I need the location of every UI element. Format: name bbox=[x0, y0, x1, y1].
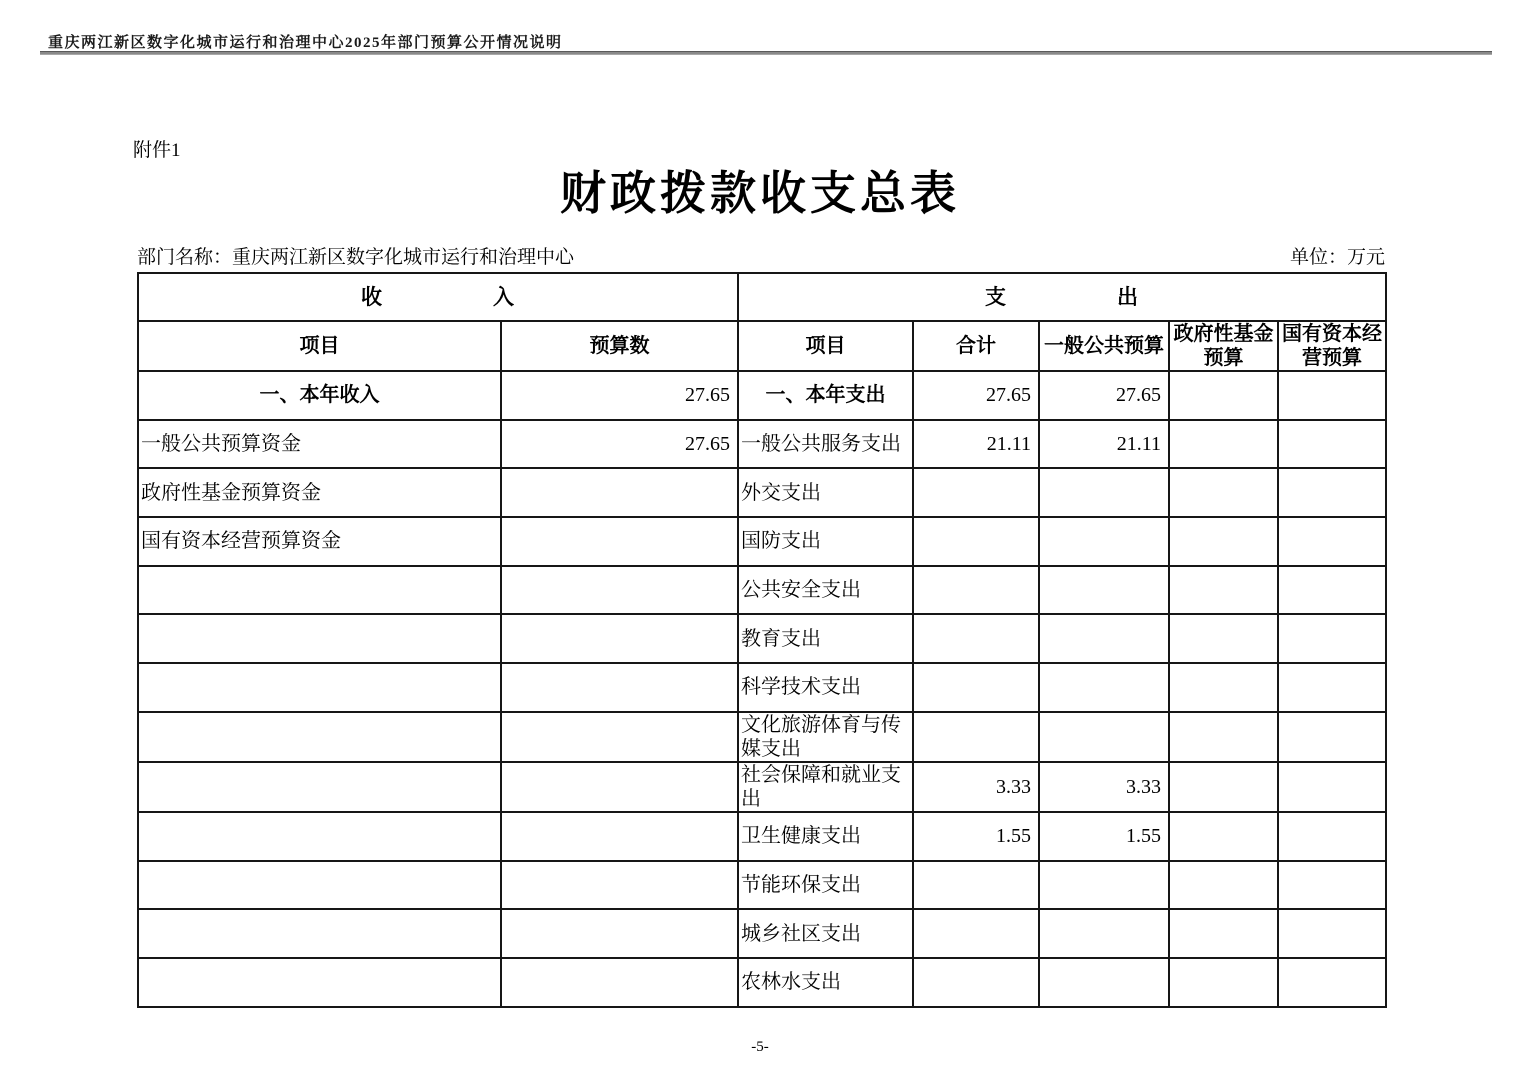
table-row bbox=[138, 614, 1386, 663]
general-budget-cell bbox=[1039, 861, 1169, 910]
col-income-item: 项目 bbox=[138, 321, 501, 371]
col-general-budget: 一般公共预算 bbox=[1039, 321, 1169, 371]
income-item-cell bbox=[138, 614, 501, 663]
income-budget-cell bbox=[501, 958, 738, 1007]
state-budget-cell bbox=[1278, 909, 1386, 958]
general-budget-cell bbox=[1039, 517, 1169, 566]
income-budget-cell bbox=[501, 712, 738, 762]
income-item-cell bbox=[138, 712, 501, 762]
state-budget-cell bbox=[1278, 958, 1386, 1007]
state-budget-cell bbox=[1278, 517, 1386, 566]
table-row bbox=[138, 663, 1386, 712]
income-item-cell bbox=[138, 958, 501, 1007]
income-budget-cell: 27.65 bbox=[501, 420, 738, 469]
state-budget-cell bbox=[1278, 861, 1386, 910]
income-item-cell: 一般公共预算资金 bbox=[138, 420, 501, 469]
total-cell bbox=[913, 958, 1039, 1007]
state-budget-cell bbox=[1278, 762, 1386, 812]
fund-budget-cell bbox=[1169, 712, 1278, 762]
state-budget-cell bbox=[1278, 566, 1386, 615]
income-budget-cell bbox=[501, 566, 738, 615]
total-cell: 1.55 bbox=[913, 812, 1039, 861]
total-cell bbox=[913, 614, 1039, 663]
total-cell: 3.33 bbox=[913, 762, 1039, 812]
expense-item-cell: 社会保障和就业支出 bbox=[738, 762, 913, 812]
expense-item-cell: 公共安全支出 bbox=[738, 566, 913, 615]
general-budget-cell: 3.33 bbox=[1039, 762, 1169, 812]
document-header-text: 重庆两江新区数字化城市运行和治理中心2025年部门预算公开情况说明 bbox=[48, 35, 563, 51]
income-item-cell bbox=[138, 663, 501, 712]
page-number: -5- bbox=[751, 1039, 769, 1055]
income-budget-cell bbox=[501, 861, 738, 910]
fund-budget-cell bbox=[1169, 468, 1278, 517]
expense-item-cell: 节能环保支出 bbox=[738, 861, 913, 910]
section-header-row bbox=[138, 273, 1386, 321]
income-budget-cell bbox=[501, 812, 738, 861]
state-budget-cell bbox=[1278, 663, 1386, 712]
col-state-budget: 国有资本经营预算 bbox=[1278, 321, 1386, 371]
fund-budget-cell bbox=[1169, 566, 1278, 615]
expense-item-cell: 外交支出 bbox=[738, 468, 913, 517]
income-item-cell bbox=[138, 566, 501, 615]
state-budget-cell bbox=[1278, 371, 1386, 420]
income-budget-cell bbox=[501, 517, 738, 566]
expense-item-cell: 一般公共服务支出 bbox=[738, 420, 913, 469]
income-item-cell: 政府性基金预算资金 bbox=[138, 468, 501, 517]
general-budget-cell: 27.65 bbox=[1039, 371, 1169, 420]
expense-item-cell: 科学技术支出 bbox=[738, 663, 913, 712]
fund-budget-cell bbox=[1169, 909, 1278, 958]
table-row bbox=[138, 468, 1386, 517]
income-item-cell bbox=[138, 861, 501, 910]
table-row bbox=[138, 909, 1386, 958]
general-budget-cell bbox=[1039, 663, 1169, 712]
col-total: 合计 bbox=[913, 321, 1039, 371]
table-meta-row bbox=[137, 242, 1385, 269]
expense-item-cell: 文化旅游体育与传媒支出 bbox=[738, 712, 913, 762]
column-header-row bbox=[138, 321, 1386, 371]
page-title: 财政拨款收支总表 bbox=[560, 168, 960, 219]
income-item-cell bbox=[138, 812, 501, 861]
table-row bbox=[138, 566, 1386, 615]
state-budget-cell bbox=[1278, 614, 1386, 663]
general-budget-cell bbox=[1039, 712, 1169, 762]
total-cell bbox=[913, 712, 1039, 762]
col-expense-item: 项目 bbox=[738, 321, 913, 371]
general-budget-cell bbox=[1039, 909, 1169, 958]
state-budget-cell bbox=[1278, 812, 1386, 861]
expense-section-header: 支 出 bbox=[738, 273, 1386, 321]
total-cell bbox=[913, 663, 1039, 712]
total-cell bbox=[913, 861, 1039, 910]
table-row bbox=[138, 712, 1386, 762]
state-budget-cell bbox=[1278, 712, 1386, 762]
income-item-cell bbox=[138, 909, 501, 958]
fund-budget-cell bbox=[1169, 861, 1278, 910]
state-budget-cell bbox=[1278, 468, 1386, 517]
general-budget-cell bbox=[1039, 468, 1169, 517]
total-cell bbox=[913, 909, 1039, 958]
expense-item-cell: 教育支出 bbox=[738, 614, 913, 663]
fund-budget-cell bbox=[1169, 762, 1278, 812]
fund-budget-cell bbox=[1169, 812, 1278, 861]
expense-item-cell: 卫生健康支出 bbox=[738, 812, 913, 861]
expense-item-cell: 一、本年支出 bbox=[738, 371, 913, 420]
total-cell: 21.11 bbox=[913, 420, 1039, 469]
table-row bbox=[138, 420, 1386, 469]
income-budget-cell bbox=[501, 663, 738, 712]
table-row bbox=[138, 812, 1386, 861]
unit-label: 单位：万元 bbox=[1289, 247, 1385, 268]
fund-budget-cell bbox=[1169, 420, 1278, 469]
table-row bbox=[138, 371, 1386, 420]
fund-budget-cell bbox=[1169, 371, 1278, 420]
total-cell: 27.65 bbox=[913, 371, 1039, 420]
general-budget-cell: 1.55 bbox=[1039, 812, 1169, 861]
general-budget-cell bbox=[1039, 566, 1169, 615]
department-name: 部门名称：重庆两江新区数字化城市运行和治理中心 bbox=[137, 247, 575, 268]
general-budget-cell: 21.11 bbox=[1039, 420, 1169, 469]
table-row bbox=[138, 861, 1386, 910]
general-budget-cell bbox=[1039, 958, 1169, 1007]
income-budget-cell bbox=[501, 468, 738, 517]
table-row bbox=[138, 762, 1386, 812]
table-row bbox=[138, 517, 1386, 566]
col-income-budget: 预算数 bbox=[501, 321, 738, 371]
income-budget-cell bbox=[501, 762, 738, 812]
income-section-header: 收 入 bbox=[138, 273, 738, 321]
income-budget-cell: 27.65 bbox=[501, 371, 738, 420]
income-item-cell: 一、本年收入 bbox=[138, 371, 501, 420]
total-cell bbox=[913, 517, 1039, 566]
fund-budget-cell bbox=[1169, 663, 1278, 712]
income-budget-cell bbox=[501, 614, 738, 663]
general-budget-cell bbox=[1039, 614, 1169, 663]
total-cell bbox=[913, 566, 1039, 615]
fund-budget-cell bbox=[1169, 614, 1278, 663]
income-item-cell bbox=[138, 762, 501, 812]
income-item-cell: 国有资本经营预算资金 bbox=[138, 517, 501, 566]
header-divider bbox=[40, 51, 1492, 55]
fund-budget-cell bbox=[1169, 517, 1278, 566]
expense-item-cell: 农林水支出 bbox=[738, 958, 913, 1007]
expense-item-cell: 城乡社区支出 bbox=[738, 909, 913, 958]
table-row bbox=[138, 958, 1386, 1007]
total-cell bbox=[913, 468, 1039, 517]
budget-table bbox=[137, 272, 1387, 1008]
income-budget-cell bbox=[501, 909, 738, 958]
expense-item-cell: 国防支出 bbox=[738, 517, 913, 566]
state-budget-cell bbox=[1278, 420, 1386, 469]
attachment-label: 附件1 bbox=[133, 140, 181, 161]
col-fund-budget: 政府性基金预算 bbox=[1169, 321, 1278, 371]
fund-budget-cell bbox=[1169, 958, 1278, 1007]
